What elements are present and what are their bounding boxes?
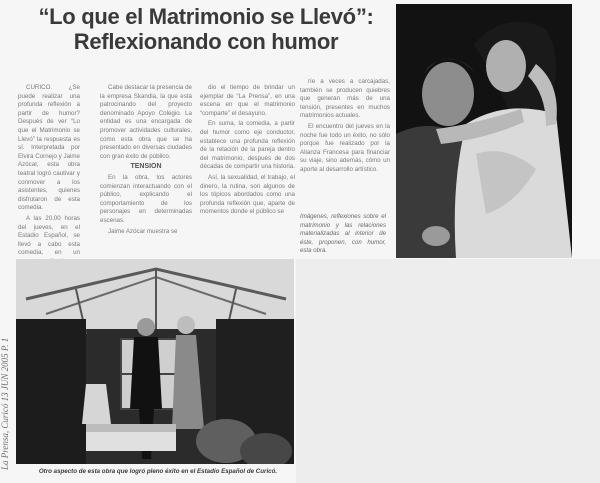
column-2-paragraph: Cabe destacar la presencia de la empresa Skandia, la que está patrocinando del proyecto denominado Apoyo Colegio. La entidad es una encargada de promover actividades culturales, como esta obra que se ha presentado en diversas ciudades con gran éxito de público. <box>100 84 192 160</box>
blank-gray-area <box>296 259 600 483</box>
column-3-paragraph: dio el tiempo de brindar un ejemplar de “La Prensa”, en una escena en que el matrimonio “comparte” el desayuno. <box>200 84 295 117</box>
stage-scene-illustration <box>16 259 294 464</box>
column-3-paragraph: Así, la sexualidad, el trabajo, el dinero, la rutina, son algunos de los tópicos abordados como una profunda reflexión que, aparte de momentos donde el público se <box>200 173 295 216</box>
subhead-tension: TENSION <box>130 163 162 171</box>
column-4 <box>300 78 390 177</box>
column-3-paragraph: En suma, la comedia, a partir del humor como eje conductor, establece una profunda reflexión de la relación de la pareja dentro del matrimonio, después de dos décadas de compartir una historia. <box>200 120 295 171</box>
photo-caption-bottom: Otro aspecto de esta obra que logró pleno éxito en el Estadio Español de Curicó. <box>38 468 278 475</box>
couple-embracing-illustration <box>396 4 572 258</box>
photo-caption-right: Imágenes, reflexiones sobre el matrimonio y las relaciones materializadas al interior de éste, proponen, con humor, esta obra. <box>300 213 386 255</box>
column-1-paragraph: CURICO. ¿Se puede realizar una profunda reflexión a partir de humor? Después de ver “Lo que el Matrimonio se Llevó” la respuesta es sí. Interpretada por Elvira Cornejo y Jaime Azócar, esta obra teatral logró cautivar y conmover a los asistentes, quienes disfrutaron de esta comedia. <box>18 84 80 212</box>
column-2 <box>100 84 192 238</box>
headline <box>20 4 392 54</box>
column-4-paragraph: El encuentro del jueves en la noche fue todo un éxito, no sólo porque fue realizado por la Alianza Francesa para financiar su viaje, sino además, cómo un aporte al desarrollo artístico. <box>300 122 390 173</box>
photo-stage-scene <box>16 259 294 464</box>
column-3 <box>200 84 295 219</box>
source-stamp: La Prensa, Curicó 13 JUN 2005 P. 1 <box>0 337 10 470</box>
headline-line-1: “Lo que el Matrimonio se Llevó”: <box>38 4 374 29</box>
column-2-paragraph: Jaime Azócar muestra se <box>108 227 178 235</box>
headline-line-2: Reflexionando con humor <box>73 29 339 54</box>
column-4-paragraph: ríe a veces a carcajadas, también se producen quiebres que generan más de una tensión, presentes en muchos matrimonios actuales. <box>300 78 390 120</box>
column-2-paragraph: En la obra, los actores comienzan interactuando con el público, explicando el comportamiento de los personajes en determinadas escenas. <box>100 173 192 224</box>
column-1-paragraph: A las 20.00 horas del jueves, en el Estadio Español, se llevó a cabo esta comedia, en un <box>18 214 80 257</box>
photo-couple-embracing <box>396 4 572 258</box>
